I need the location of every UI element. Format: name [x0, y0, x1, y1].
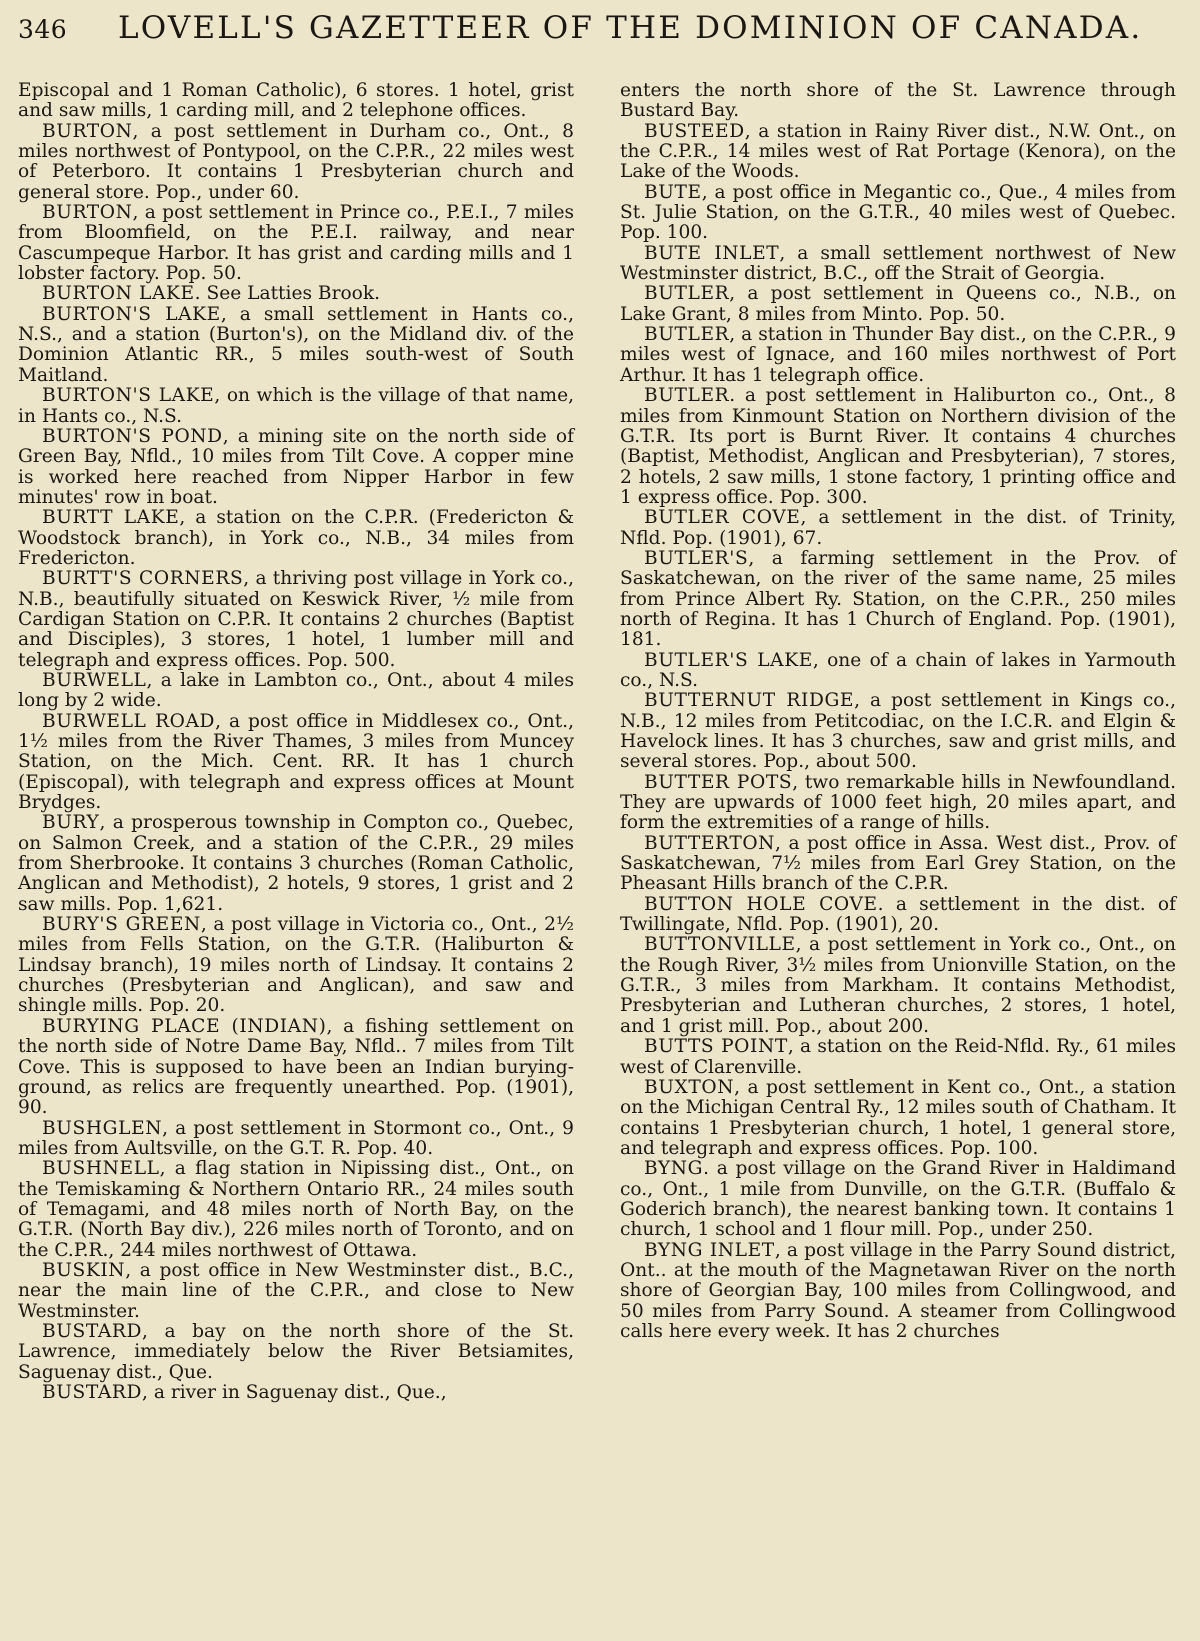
gazetteer-entry — [18, 813, 574, 915]
entry-text: , a post settlement in York co., Ont., on the Rough River, 3½ miles from Unionville Station, on the G.T.R., 3 miles from Markham. It contains Methodist, Presbyterian and Lutheran churches, 2 stores, 1 hotel, and 1 grist mill. Pop., about 200. — [620, 934, 1176, 1037]
gazetteer-entry — [18, 508, 574, 569]
gazetteer-entry — [620, 651, 1176, 692]
entry-text: enters the north shore of the St. Lawrence through Bustard Bay. — [620, 80, 1176, 122]
entry-headword: BURYING PLACE (INDIAN) — [42, 1015, 327, 1037]
entry-text: , a post settlement in Durham co., Ont., 8 miles northwest of Pontypool, on the C.P.R., 22 miles west of Peterboro. It contains 1 Presbyterian church and general store. Pop., under 60. — [18, 120, 574, 203]
entry-text: , a station in Rainy River dist., N.W. Ont., on the C.P.R., 14 miles west of Rat Portage (Kenora), on the Lake of the Woods. — [620, 120, 1176, 183]
entry-text: . See Latties Brook. — [194, 283, 381, 305]
entry-text: . a settlement in the dist. of Twillingate, Nfld. Pop. (1901), 20. — [620, 893, 1176, 936]
entry-headword: BURTT LAKE — [42, 507, 180, 529]
entry-headword: BURWELL — [42, 669, 147, 691]
entry-headword: BUSKIN — [42, 1259, 126, 1281]
entry-text: . a post village on the Grand River in Haldimand co., Ont., 1 mile from Dunville, on the G.T.R. (Buffalo & Goderich branch), the nearest banking town. It contains 1 church, 1 school and 1 flour mill. Pop., under 250. — [620, 1158, 1176, 1241]
entry-text: , a station on the Reid-Nfld. Ry., 61 miles west of Clarenville. — [620, 1036, 1176, 1078]
gazetteer-entry — [620, 895, 1176, 936]
entry-headword: BURTON LAKE — [42, 283, 195, 305]
gazetteer-entry — [18, 1017, 574, 1119]
gazetteer-entry — [18, 305, 574, 386]
entry-text: , a fishing settlement on the north side of Notre Dame Bay, Nfld.. 7 miles from Tilt Cove. This is supposed to have been an Indian burying-ground, as relics are frequently unearthed. Pop. (1901), 90. — [18, 1015, 575, 1119]
entry-headword: BUTTER POTS — [644, 771, 793, 793]
entry-headword: BUTTERNUT RIDGE — [644, 690, 855, 712]
gazetteer-entry — [620, 1078, 1176, 1159]
entry-headword: BUSTARD — [42, 1382, 142, 1403]
entry-headword: BURTT'S CORNERS — [42, 568, 244, 590]
entry-headword: BUTTS POINT — [644, 1036, 788, 1058]
gazetteer-entry — [620, 549, 1176, 651]
entry-headword: BYNG — [644, 1158, 704, 1180]
entry-headword: BURWELL ROAD — [42, 710, 216, 732]
entry-text: Episcopal and 1 Roman Catholic), 6 stores. 1 hotel, grist and saw mills, 1 carding mill, and 2 telephone offices. — [18, 80, 574, 122]
gazetteer-entry — [620, 773, 1176, 834]
gazetteer-entry — [620, 834, 1176, 895]
entry-text: , a post settlement in Kent co., Ont., a station on the Michigan Central Ry., 12 miles south of Chatham. It contains 1 Presbyterian church, 1 hotel, 1 general store, and telegraph and express offices. Pop. 100. — [620, 1076, 1176, 1159]
entry-headword: BUTLER COVE — [644, 507, 801, 529]
entry-text: , a post settlement in Stormont co., Ont., 9 miles from Aultsville, on the G.T. R. Pop. 40. — [18, 1117, 574, 1159]
page-number: 346 — [18, 15, 68, 44]
gazetteer-entry — [18, 915, 574, 1017]
entry-text: , a post settlement in Queens co., N.B., on Lake Grant, 8 miles from Minto. Pop. 50. — [620, 283, 1176, 325]
entry-headword: BUTTON HOLE COVE — [644, 893, 878, 915]
gazetteer-entry — [620, 935, 1176, 1037]
entry-headword: BUTLER — [644, 324, 730, 346]
entry-text: , on which is the village of that name, in Hants co., N.S. — [18, 385, 574, 427]
page-header — [18, 10, 1176, 68]
entry-text: , a post office in Megantic co., Que., 4 miles from St. Julie Station, on the G.T.R., 40 miles west of Quebec. Pop. 100. — [620, 181, 1176, 244]
entry-headword: BYNG INLET — [644, 1239, 775, 1261]
entry-text: , a post settlement in Kings co., N.B., 12 miles from Petitcodiac, on the I.C.R. and Elgin & Havelock lines. It has 3 churches, saw and grist mills, and several stores. Pop., about 500. — [620, 690, 1176, 773]
entry-headword: BUTLER — [644, 385, 730, 407]
entry-headword: BUTTONVILLE — [644, 934, 796, 956]
entry-text: , two remarkable hills in Newfoundland. They are upwards of 1000 feet high, 20 miles apart, and form the extremities of a range of hills. — [620, 771, 1177, 834]
entry-text: , a thriving post village in York co., N.B., beautifully situated on Keswick River, ½ mile from Cardigan Station on C.P.R. It contains 2 churches (Baptist and Disciples), 3 stores, 1 hotel, 1 lumber mill and telegraph and express offices. Pop. 500. — [18, 568, 574, 671]
entry-headword: BUSTARD — [42, 1320, 142, 1342]
entry-headword: BUTTERTON — [644, 832, 776, 854]
gazetteer-entry — [620, 1159, 1176, 1240]
entry-headword: BURTON'S POND — [42, 425, 223, 447]
gazetteer-entry — [620, 284, 1176, 325]
gazetteer-entry — [18, 1159, 574, 1261]
entry-headword: BUXTON — [644, 1076, 735, 1098]
gazetteer-entry — [18, 386, 574, 427]
entry-text: , a bay on the north shore of the St. Lawrence, immediately below the River Betsiamites, Saguenay dist., Que. — [18, 1320, 574, 1383]
gazetteer-entry — [18, 427, 574, 508]
entry-headword: BURTON'S LAKE — [42, 385, 215, 407]
gazetteer-entry — [620, 1037, 1176, 1078]
entry-text: , a settlement in the dist. of Trinity, Nfld. Pop. (1901), 67. — [620, 507, 1176, 549]
entry-text: , a flag station in Nipissing dist., Ont., on the Temiskaming & Northern Ontario RR., 24 miles south of Temagami, and 48 miles north of North Bay, on the G.T.R. (North Bay div.), 226 miles north of Toronto, and on the C.P.R., 244 miles northwest of Ottawa. — [18, 1158, 574, 1261]
continued-entry — [620, 81, 1176, 122]
running-title: LOVELL'S GAZETTEER OF THE DOMINION OF CANADA. — [118, 10, 1143, 46]
entry-headword: BUTE — [644, 181, 702, 203]
entry-headword: BUTLER'S LAKE — [644, 649, 813, 671]
left-column — [18, 81, 574, 1403]
entry-text: , a prosperous township in Compton co., Quebec, on Salmon Creek, and a station of the C.P.R., 29 miles from Sherbrooke. It contains 3 churches (Roman Catholic, Anglican and Methodist), 2 hotels, 9 stores, 1 grist and 2 saw mills. Pop. 1,621. — [18, 812, 574, 915]
entry-headword: BURTON'S LAKE — [42, 303, 221, 325]
entry-text: , a small settlement northwest of New Westminster district, B.C., off the Strait of Georgia. — [620, 242, 1176, 285]
entry-headword: BURY'S GREEN — [42, 914, 201, 936]
gazetteer-entry — [18, 284, 574, 304]
entry-text: , a mining site on the north side of Green Bay, Nfld., 10 miles from Tilt Cove. A copper mine is worked here reached from Nipper Harbor in few minutes' row in boat. — [18, 425, 575, 508]
gazetteer-entry — [18, 203, 574, 284]
gazetteer-entry — [18, 1261, 574, 1322]
entry-text: , a lake in Lambton co., Ont., about 4 miles long by 2 wide. — [18, 669, 574, 712]
entry-text: , a small settlement in Hants co., N.S., and a station (Burton's), on the Midland div. of the Dominion Atlantic RR., 5 miles south-west of South Maitland. — [18, 303, 574, 386]
right-column — [620, 81, 1176, 1403]
gazetteer-entry — [620, 183, 1176, 244]
entry-text: , a station in Thunder Bay dist., on the C.P.R., 9 miles west of Ignace, and 160 miles northwest of Port Arthur. It has 1 telegraph office. — [620, 324, 1176, 386]
entry-headword: BURTON — [42, 202, 133, 224]
entry-text: , a post village in Victoria co., Ont., 2½ miles from Fells Station, on the G.T.R. (Haliburton & Lindsay branch), 19 miles north of Lindsay. It contains 2 churches (Presbyterian and Anglican), and saw and shingle mills. Pop. 20. — [18, 914, 574, 1017]
entry-headword: BUTLER — [644, 283, 730, 305]
gazetteer-entry — [18, 1383, 574, 1403]
gazetteer-entry — [18, 122, 574, 203]
continued-entry — [18, 81, 574, 122]
entry-headword: BUSHGLEN — [42, 1117, 163, 1139]
text-columns — [18, 81, 1176, 1403]
gazetteer-entry — [18, 1119, 574, 1160]
gazetteer-entry — [620, 1241, 1176, 1343]
entry-headword: BUSHNELL — [42, 1158, 160, 1180]
gazetteer-entry — [18, 712, 574, 814]
entry-text: , a post village in the Parry Sound district, Ont.. at the mouth of the Magnetawan River on the north shore of Georgian Bay, 100 miles from Collingwood, and 50 miles from Parry Sound. A steamer from Collingwood calls here every week. It has 2 churches — [620, 1239, 1176, 1342]
gazetteer-entry — [620, 244, 1176, 285]
entry-text: , a post office in Middlesex co., Ont., 1½ miles from the River Thames, 3 miles from Muncey Station, on the Mich. Cent. RR. It has 1 church (Episcopal), with telegraph and express offices at Mount Brydges. — [18, 710, 575, 814]
gazetteer-entry — [620, 122, 1176, 183]
entry-headword: BURY — [42, 812, 100, 834]
entry-headword: BURTON — [42, 120, 133, 142]
entry-headword: BUTLER'S — [644, 547, 749, 569]
entry-text: , a post settlement in Prince co., P.E.I., 7 miles from Bloomfield, on the P.E.I. railway, and near Cascumpeque Harbor. It has grist and carding mills and 1 lobster factory. Pop. 50. — [18, 202, 574, 285]
gazetteer-entry — [620, 508, 1176, 549]
entry-headword: BUSTEED — [644, 120, 745, 142]
entry-headword: BUTE INLET — [644, 242, 780, 264]
entry-text: , a river in Saguenay dist., Que., — [142, 1382, 447, 1403]
entry-text: . a post settlement in Haliburton co., Ont., 8 miles from Kinmount Station on Northern division of the G.T.R. Its port is Burnt River. It contains 4 churches (Baptist, Methodist, Anglican and Presbyterian), 7 stores, 2 hotels, 2 saw mills, 1 stone factory, 1 printing office and 1 express office. Pop. 300. — [620, 385, 1176, 508]
entry-text: , a post office in New Westminster dist., B.C., near the main line of the C.P.R., and close to New Westminster. — [18, 1259, 574, 1322]
gazetteer-entry — [620, 386, 1176, 508]
gazetteer-entry — [18, 671, 574, 712]
entry-text: , one of a chain of lakes in Yarmouth co., N.S. — [620, 649, 1176, 691]
entry-text: , a farming settlement in the Prov. of Saskatchewan, on the river of the same name, 25 miles from Prince Albert Ry. Station, on the C.P.R., 250 miles north of Regina. It has 1 Church of England. Pop. (1901), 181. — [620, 547, 1176, 651]
gazetteer-entry — [620, 325, 1176, 386]
gazetteer-entry — [18, 1322, 574, 1383]
entry-text: , a post office in Assa. West dist., Prov. of Saskatchewan, 7½ miles from Earl Grey Station, on the Pheasant Hills branch of the C.P.R. — [620, 832, 1176, 895]
gazetteer-entry — [18, 569, 574, 671]
entry-text: , a station on the C.P.R. (Fredericton & Woodstock branch), in York co., N.B., 34 miles from Fredericton. — [18, 507, 575, 569]
gazetteer-entry — [620, 691, 1176, 772]
